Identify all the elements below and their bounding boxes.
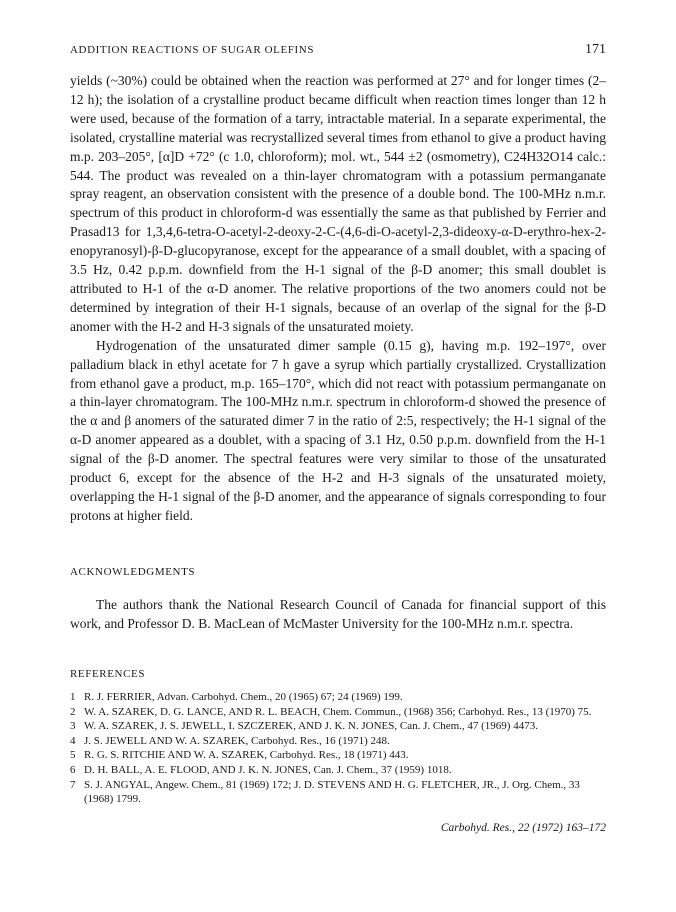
reference-number: 2 [70,705,76,718]
running-title: ADDITION REACTIONS OF SUGAR OLEFINS [70,44,315,56]
paragraph-hydrogenation: Hydrogenation of the unsaturated dimer sample (0.15 g), having m.p. 192–197°, over palladium black in ethyl acetate for 7 h gave a syrup which partially crystallized. Crystallization from ethanol gave a product, m.p. 165–170°, which did not react with potassium permanganate on a thin-layer chromatogram. The 100-MHz n.m.r. spectrum in chloroform-d showed the presence of the α and β anomers of the saturated dimer 7 in the ratio of 2:5, respectively; the H-1 signal of the α-D anomer appeared as a doublet, with a spacing of 3.1 Hz, 0.50 p.p.m. downfield from the H-1 signal of the β-D anomer. The spectral features were very similar to those of the unsaturated product 6, except for the absence of the H-2 and H-3 signals of the unsaturated moiety, overlapping the H-1 signal of the β-D anomer, and the appearance of signals corresponding to four protons at higher field. [70,337,606,523]
reference-item [70,719,606,734]
reference-text: J. S. JEWELL AND W. A. SZAREK, Carbohyd. Res., 16 (1971) 248. [84,734,390,747]
reference-item [70,748,606,763]
reference-text: S. J. ANGYAL, Angew. Chem., 81 (1969) 172; J. D. STEVENS AND H. G. FLETCHER, JR., J. Org. Chem., 33 (1968) 1799. [84,778,580,806]
reference-text: R. J. FERRIER, Advan. Carbohyd. Chem., 20 (1965) 67; 24 (1969) 199. [84,691,403,703]
page-header [70,42,606,62]
reference-text: D. H. BALL, A. E. FLOOD, AND J. K. N. JONES, Can. J. Chem., 37 (1959) 1018. [84,763,452,776]
reference-item [70,734,606,749]
reference-text: W. A. SZAREK, J. S. JEWELL, I. SZCZEREK, AND J. K. N. JONES, Can. J. Chem., 47 (1969) 4473. [84,720,538,733]
paragraph-yields: yields (~30%) could be obtained when the reaction was performed at 27° and for longer times (2–12 h); the isolation of a crystalline product became difficult when reaction times longer than 12 h were used, because of the formation of a tarry, intractable material. In a separate experimental, the isolated, crystalline material was recrystallized several times from ethanol to give a product having m.p. 203–205°, [α]D +72° (c 1.0, chloroform); mol. wt., 544 ±2 (osmometry), C24H32O14 calc.: 544. The product was revealed on a thin-layer chromatogram with a potassium permanganate spray reagent, an observation consistent with the presence of a double bond. The 100-MHz n.m.r. spectrum of this product in chloroform-d was essentially the same as that published by Ferrier and Prasad13 for 1,3,4,6-tetra-O-acetyl-2-deoxy-2-C-(4,6-di-O-acetyl-2,3-dideoxy-α-D-erythro-hex-2-enopyranosyl)-β-D-glucopyranose, except for the appearance of a small doublet, with a spacing of 3.5 Hz, 0.42 p.p.m. downfield from the H-1 signal of the β-D anomer; this small doublet is attributed to H-1 of the α-D anomer. The relative proportions of the two anomers could not be determined by integration of their H-1 signals, because of an overlap of the signal for the β-D anomer with the H-2 and H-3 signals of the unsaturated moiety. [70,73,606,334]
reference-number: 4 [70,734,76,747]
reference-number: 7 [70,778,76,791]
references-heading: REFERENCES [70,668,146,680]
reference-list [70,690,606,807]
reference-number: 3 [70,720,76,733]
reference-item [70,705,606,720]
acknowledgments-heading: ACKNOWLEDGMENTS [70,566,196,578]
reference-text: W. A. SZAREK, D. G. LANCE, AND R. L. BEACH, Chem. Commun., (1968) 356; Carbohyd. Res., 13 (1970) 75. [84,705,592,718]
reference-item [70,763,606,778]
reference-number: 1 [70,691,76,703]
reference-number: 6 [70,763,76,776]
reference-number: 5 [70,749,76,762]
reference-item [70,778,606,807]
journal-citation: Carbohyd. Res., 22 (1972) 163–172 [440,822,606,834]
body-text [70,72,606,526]
page-number: 171 [585,42,606,57]
reference-item [70,690,606,705]
reference-text: R. G. S. RITCHIE AND W. A. SZAREK, Carbohyd. Res., 18 (1971) 443. [84,749,409,762]
acknowledgments-text: The authors thank the National Research Council of Canada for financial support of this work, and Professor D. B. MacLean of McMaster University for the 100-MHz n.m.r. spectra. [70,597,606,631]
